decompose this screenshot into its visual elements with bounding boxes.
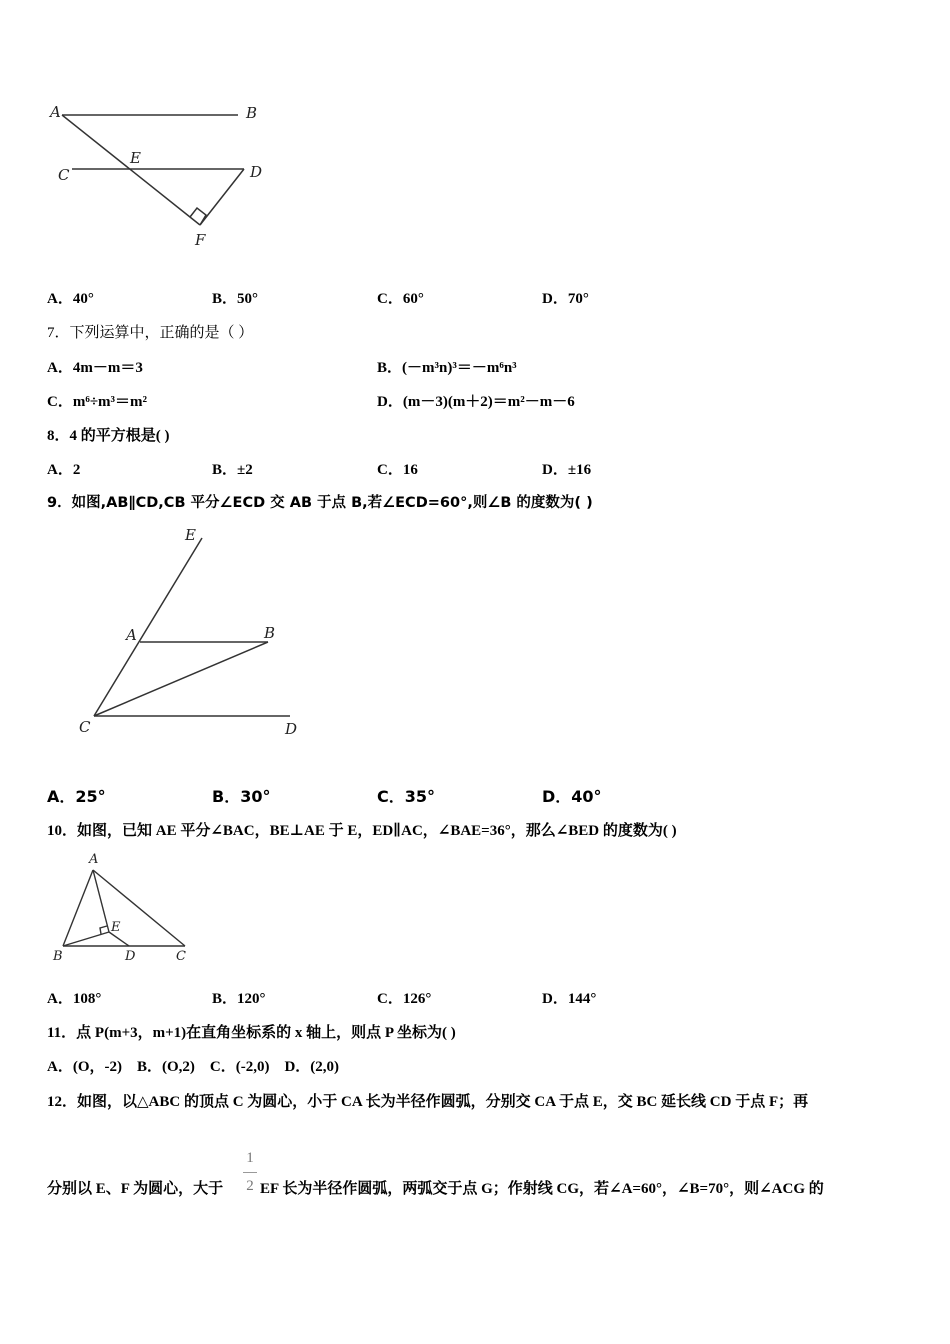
fraction-bar <box>243 1172 257 1173</box>
option-a[interactable]: A．2 <box>47 462 81 478</box>
option-c[interactable]: C．16 <box>377 462 418 478</box>
figure-q10 <box>45 848 205 966</box>
option-c[interactable]: C．35° <box>377 787 436 806</box>
label-d: D <box>285 720 298 738</box>
option-b[interactable]: B．±2 <box>212 462 253 478</box>
question-7-stem: 7．下列运算中，正确的是（ ） <box>47 325 254 341</box>
label-d: D <box>250 163 263 181</box>
question-8-stem: 8．4 的平方根是( ) <box>47 428 170 444</box>
question-12-stem-line1: 12．如图，以△ABC 的顶点 C 为圆心，小于 CA 长为半径作圆弧，分别交 CA 于点 E，交 BC 延长线 CD 于点 F；再 <box>47 1094 809 1110</box>
label-a: A <box>50 103 61 121</box>
label-e: E <box>185 526 196 544</box>
label-c: C <box>176 949 186 964</box>
option-c[interactable]: C．60° <box>377 291 424 307</box>
label-c: C <box>79 718 91 736</box>
option-c[interactable]: C．m⁶÷m³＝m² <box>47 394 148 410</box>
option-b[interactable]: B．30° <box>212 787 271 806</box>
question-12-stem-line2-b: EF 长为半径作圆弧，两弧交于点 G；作射线 CG，若∠A=60°，∠B=70°，则∠ACG 的 <box>260 1181 824 1197</box>
label-f: F <box>195 231 206 249</box>
fraction-denominator: 2 <box>246 1178 254 1194</box>
option-b[interactable]: B．(－m³n)³＝－m⁶n³ <box>377 360 517 376</box>
option-a[interactable]: A．40° <box>47 291 94 307</box>
label-b: B <box>264 624 276 642</box>
question-9-stem: 9．如图,AB∥CD,CB 平分∠ECD 交 AB 于点 B,若∠ECD=60°,则∠B 的度数为( ) <box>47 495 593 511</box>
option-b[interactable]: B．120° <box>212 991 266 1007</box>
label-e: E <box>111 920 121 935</box>
option-d[interactable]: D．70° <box>542 291 589 307</box>
label-c: C <box>58 166 70 184</box>
figure-q6 <box>40 95 280 255</box>
question-10-stem: 10．如图，已知 AE 平分∠BAC，BE⊥AE 于 E，ED∥AC，∠BAE=36°，那么∠BED 的度数为( ) <box>47 823 677 839</box>
option-d[interactable]: D．(m－3)(m＋2)＝m²－m－6 <box>377 394 575 410</box>
option-c[interactable]: C．126° <box>377 991 432 1007</box>
option-d[interactable]: D．40° <box>542 787 602 806</box>
option-a[interactable]: A．108° <box>47 991 102 1007</box>
option-a[interactable]: A．4m－m＝3 <box>47 360 143 376</box>
figure-q9 <box>70 518 320 743</box>
option-d[interactable]: D．±16 <box>542 462 592 478</box>
option-a[interactable]: A．25° <box>47 787 106 806</box>
label-a: A <box>126 626 137 644</box>
label-d: D <box>125 949 136 964</box>
label-b: B <box>53 949 63 964</box>
label-a: A <box>89 852 99 867</box>
fraction-numerator: 1 <box>246 1150 254 1166</box>
label-b: B <box>246 104 258 122</box>
option-b[interactable]: B．50° <box>212 291 259 307</box>
question-11-options[interactable]: A．(O，-2) B．(O,2) C．(-2,0) D．(2,0) <box>47 1059 340 1075</box>
question-11-stem: 11．点 P(m+3，m+1)在直角坐标系的 x 轴上，则点 P 坐标为( ) <box>47 1025 456 1041</box>
option-d[interactable]: D．144° <box>542 991 597 1007</box>
question-12-stem-line2-a: 分别以 E、F 为圆心，大于 <box>47 1181 224 1197</box>
label-e: E <box>130 149 141 167</box>
